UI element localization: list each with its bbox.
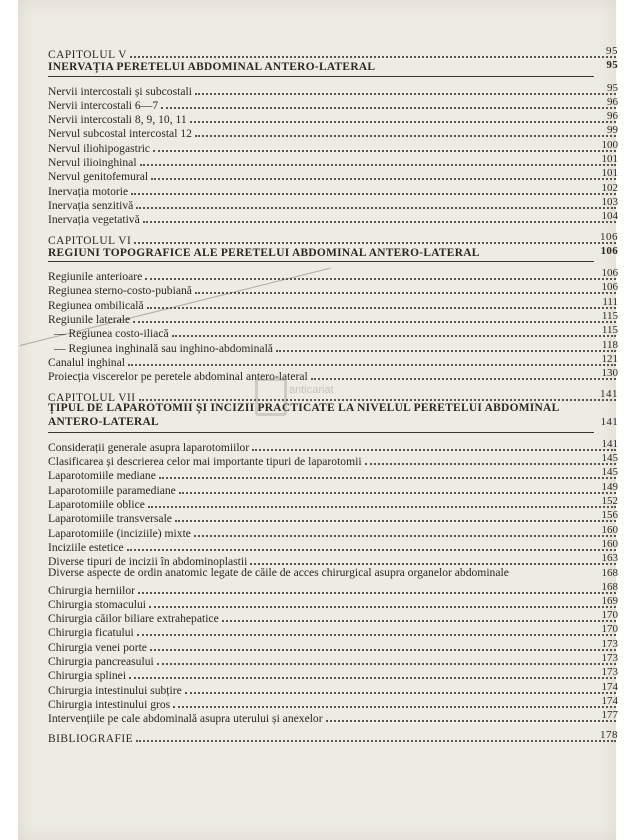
entry-text: Regiunile laterale [48,313,131,327]
entry-text: Chirurgia ficatului [48,626,134,640]
entry-text: Chirurgia venei porte [48,640,147,654]
toc-entry [48,580,618,597]
toc-entry [48,266,618,284]
toc-entry [48,109,618,127]
entry-text: Chirurgia intestinului gros [48,697,171,711]
entry-text: Laparotomiile mediane [48,469,156,483]
entry-text: Nervii intercostali și subcostali [48,84,192,98]
toc-entry [48,352,618,369]
page-number: 115 [601,310,618,323]
chapter-7-entries [48,437,618,569]
entry-text: Laparotomiile paramediane [48,483,176,497]
page-number: 104 [601,210,618,223]
page-number: 141 [600,387,618,400]
entry-text: Diverse tipuri de incizii în abdominoplastii [48,555,248,569]
page-number: 174 [601,680,618,693]
chapter-6-entries [48,266,618,384]
toc-entry [48,665,618,683]
page-number: 111 [602,295,618,308]
watermark-logo-icon [255,378,287,416]
toc-entry [48,708,618,726]
entry-text: Regiunea sterno-costo-pubiană [48,284,192,298]
page-number: 160 [601,537,618,550]
toc-entry [48,138,618,155]
chapter-title-text: ȚIPUL DE LAPAROTOMII ȘI INCIZII PRACTICATE LA NIVELUL PERETELUI ABDOMINAL ANTERO-LATERAL [48,401,559,428]
toc-entry [48,181,618,198]
entry-text: Regiunile anterioare [48,270,143,284]
chapter-7-entries-continued [48,580,618,726]
entry-text: Chirurgia intestinului subțire [48,683,182,697]
bibliography-entry [48,728,618,746]
page-number: 170 [601,609,618,622]
entry-text: Nervii intercostali 6—7 [48,98,159,112]
chapter-5-title [48,58,616,72]
chapter-title-text: INERVAȚIA PERETELUI ABDOMINAL ANTERO-LATERAL [48,61,376,74]
toc-entry [48,480,618,497]
page-number: 95 [606,45,618,57]
page-number: 168 [601,580,618,593]
watermark-text: anticariat [289,384,334,396]
entry-text: Chirurgia splinei [48,669,127,683]
chapter-6-title [48,244,616,258]
entry-text: Inervația motorie [48,184,129,198]
entry-text: Considerații generale asupra laparotomiilor [48,440,250,454]
entry-text: Clasificarea și descrierea celor mai importante tipuri de laparotomii [48,455,362,469]
chapter-label-text: CAPITOLUL VII [48,391,136,404]
entry-text: BIBLIOGRAFIE [48,733,134,746]
toc-entry [48,81,618,98]
page-number: 156 [601,509,618,522]
entry-text: Inervația vegetativă [48,213,140,227]
chapter-6-label [48,230,618,247]
page-number: 173 [601,666,618,679]
entry-text: Nervul genitofemural [48,170,149,184]
page-number: 118 [601,338,618,351]
toc-entry [48,694,618,711]
page-number: 177 [601,709,618,722]
toc-entry [48,152,618,170]
page-number: 178 [600,729,618,742]
toc-entry [48,637,618,654]
entry-text: Laparotomiile (inciziile) mixte [48,526,191,540]
entry-text: Chirurgia pancreasului [48,654,154,668]
entry-text: Diverse aspecte de ordin anatomic legate de căile de acces chirurgical asupra organelor abdominale [48,565,509,579]
page-number: 152 [601,495,618,508]
toc-entry [48,622,618,640]
entry-text: Proiecția viscerelor pe peretele abdominal antero-lateral [48,370,308,384]
page-number: 101 [601,153,618,166]
page-number: 160 [601,523,618,536]
entry-text: Chirurgia herniilor [48,583,136,597]
page-number: 103 [601,195,618,208]
entry-text: Nervul subcostal intercostal 12 [48,127,192,141]
entry-text: Chirurgia căilor biliare extrahepatice [48,612,219,626]
chapter-title-text: REGIUNI TOPOGRAFICE ALE PERETELUI ABDOMINAL ANTERO-LATERAL [48,246,480,259]
entry-text: — Regiunea inghinală sau inghino-abdominală [54,341,273,355]
page-number: 106 [600,230,618,243]
page-number: 96 [607,95,618,108]
entry-text: Laparotomiile transversale [48,512,172,526]
page-number: 95 [607,81,618,94]
toc-entry [48,123,618,141]
page-number: 106 [600,244,618,257]
page-number: 100 [601,138,618,151]
page-number: 102 [601,181,618,194]
toc-entry [48,608,618,626]
page-number: 121 [601,352,618,365]
page-number: 173 [601,637,618,650]
page-number: 95 [606,59,618,72]
divider [48,76,594,77]
divider [48,261,594,262]
page-number: 169 [601,594,618,607]
page-number: 130 [601,367,618,380]
entry-text: Regiunea ombilicală [48,298,144,312]
chapter-5-label [48,44,618,61]
page-number: 106 [601,267,618,280]
page-number: 149 [601,480,618,493]
page-number: 163 [601,552,618,565]
toc-entry [48,95,618,112]
toc-entry [48,494,618,512]
entry-text: Inciziile estetice [48,540,124,554]
toc-entry [48,209,618,227]
entry-text: — Regiunea costo-iliacă [54,327,169,341]
toc-entry [48,195,618,212]
chapter-5-entries [48,81,618,227]
toc-entry [48,338,618,355]
toc-entry [48,437,618,454]
page-number: 141 [600,415,618,428]
page-number: 145 [601,466,618,479]
entry-text: Laparotomiile oblice [48,498,145,512]
page-number: 170 [601,623,618,636]
entry-text: Nervul iliohipogastric [48,141,151,155]
page-number: 99 [607,124,618,137]
toc-entry [48,680,618,697]
toc-entry [48,451,618,469]
toc-entry [48,508,618,526]
chapter-label-text: CAPITOLUL VI [48,234,132,247]
entry-text: Nervii intercostali 8, 9, 10, 11 [48,113,187,127]
toc-entry [48,323,618,341]
toc-entry-wrapped [48,566,616,580]
entry-text: Inervația senzitivă [48,198,134,212]
toc-entry [48,537,618,554]
toc-entry [48,594,618,611]
toc-entry [48,295,618,312]
toc-entry [48,309,618,327]
entry-text: Nervul ilioinghinal [48,156,137,170]
toc-entry [48,280,618,298]
entry-text: Chirurgia stomacului [48,597,146,611]
entry-text: Canalul inghinal [48,355,125,369]
page-number: 168 [601,566,618,579]
page-number: 96 [607,110,618,123]
toc-entry [48,523,618,540]
toc-entry [48,166,618,184]
page-number: 173 [601,651,618,664]
page-number: 101 [601,167,618,180]
chapter-label-text: CAPITOLUL V [48,49,128,61]
page-number: 174 [601,694,618,707]
entry-text: Intervențiile pe cale abdominală asupra uterului și anexelor [48,712,323,726]
page-number: 115 [601,324,618,337]
watermark [255,378,375,418]
page-number: 141 [601,437,618,450]
toc-entry [48,651,618,668]
divider [48,432,594,433]
toc-entry [48,551,618,569]
toc-entry [48,465,618,483]
page-number: 145 [601,452,618,465]
page-number: 106 [601,281,618,294]
